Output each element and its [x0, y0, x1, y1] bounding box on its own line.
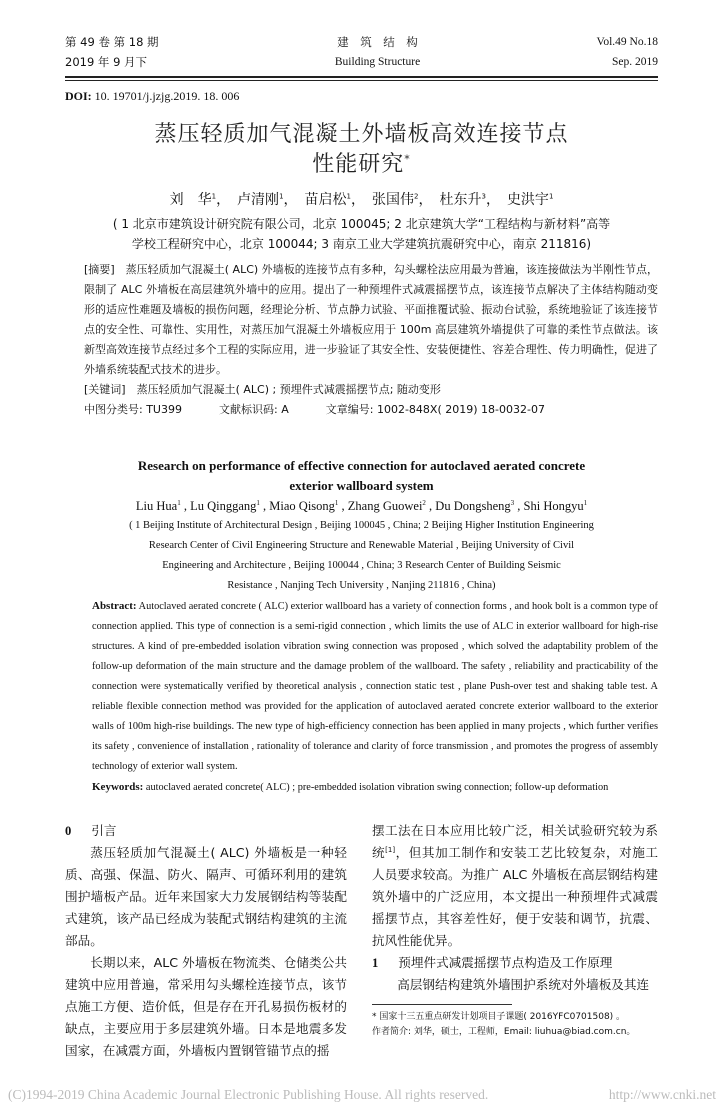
author-name: Du Dongsheng	[435, 499, 511, 514]
title-en-line2: exterior wallboard system	[289, 478, 434, 494]
author-name: Liu Hua	[135, 499, 178, 514]
author: Liu Hua$^1$ ,	[135, 499, 191, 514]
doc-code-value: A	[277, 403, 289, 417]
title-zh-line1: 蒸压轻质加气混凝土外墙板高效连接节点	[154, 122, 569, 148]
authors-zh	[65, 190, 658, 210]
journal-name-zh: 建 筑 结 构	[337, 35, 418, 49]
author-name: 史洪宇	[506, 192, 549, 209]
title-en	[65, 456, 658, 496]
article-number-value: 1002-848X( 2019) 18-0032-07	[373, 403, 545, 417]
clc-label: 中图分类号:	[84, 403, 143, 417]
keywords-zh-label: [关键词]	[84, 383, 126, 397]
author-affiliation-mark: 2	[414, 192, 419, 201]
paragraph-text: ，但其加工制作和安装工艺比较复杂，对施工人员要求较高。为推广 ALC 外墙板在高层钢结构建筑外墙中的广泛应用，本文提出一种预埋件式减震摇摆节点，其容差性好，便于安装和调节，抗震、抗风性能优异。	[372, 845, 659, 949]
author	[524, 499, 588, 513]
author: 卢清刚$^1$，	[237, 192, 305, 209]
author: Lu Qinggang$^1$ ,	[190, 499, 270, 514]
doc-code-label: 文献标识码:	[218, 403, 278, 417]
doi[interactable]	[65, 88, 658, 104]
funding-note: * 国家十三五重点研发计划项目子课题( 2016YFC0701508) 。	[372, 1012, 626, 1023]
author-name: Lu Qinggang	[190, 499, 257, 514]
header-journal	[335, 34, 420, 70]
abstract-zh-text: 蒸压轻质加气混凝土( ALC) 外墙板的连接节点有多种，勾头螺栓法应用最为普遍，该连接做法为半刚性节点，限制了 ALC 外墙板在高层建筑外墙中的应用。提出了一种预埋件式减震摇摆节点，该连接节点解决了主体结构随动变形的适应性难题及墙板的损伤问题，经理论分析、节点静力试验、平面推覆试验、振动台试验，系统地验证了该连接节点的安全性、可靠性、实用性，对蒸压加气混凝土外墙板应用于 100m 高层建筑外墙提供了可靠的柔性节点做法。该新型高效连接节点经过多个工程的实际应用，进一步验证了其安全性、安装便捷性、容差合理性、传力明确性，促进了外墙系统装配式技术的进步。	[84, 263, 658, 377]
affiliation-en-line: Engineering and Architecture , Beijing 100044 , China; 3 Research Center of Building Seismic	[162, 560, 561, 572]
authors-en	[65, 496, 658, 516]
paragraph-text: 摆工法在日本应用比较广泛，相关试验研究较为系统	[372, 823, 658, 861]
affiliation-en-line: Research Center of Civil Engineering Structure and Renewable Material , Beijing University of Civil	[148, 540, 575, 552]
paragraph: 蒸压轻质加气混凝土( ALC) 外墙板是一种轻质、高强、保温、防火、隔声、可循环利用的建筑围护墙板产品。近年来国家大力发展钢结构等装配式建筑，该产品已经成为装配式钢结构建筑的主流部品。	[65, 845, 347, 949]
author: 杜东升$^3$，	[439, 192, 507, 209]
affiliation-zh-line: ( 1 北京市建筑设计研究院有限公司，北京 100045; 2 北京建筑大学“工程结构与新材料”高等	[112, 217, 611, 232]
author-name: 杜东升	[439, 192, 482, 209]
author-affiliation-mark: 1	[346, 192, 351, 201]
clc-value: TU399	[142, 403, 182, 417]
header-volume	[597, 34, 658, 70]
author: Miao Qisong$^1$ ,	[269, 499, 348, 514]
body-columns	[65, 820, 658, 1062]
left-column	[65, 820, 347, 1062]
issue-number: 第 49 卷 第 18 期	[65, 35, 159, 49]
author-name: 刘 华	[169, 192, 212, 209]
author-name: Zhang Guowei	[347, 499, 423, 514]
author	[507, 192, 553, 208]
abstract-zh-label: [摘要]	[84, 263, 115, 277]
author-affiliation-mark: 1	[334, 499, 339, 508]
header-rule-thin	[65, 80, 658, 81]
affiliations-en	[65, 516, 658, 596]
classification	[84, 400, 658, 420]
title-zh	[65, 120, 658, 180]
citation-ref[interactable]: [1]	[385, 846, 396, 854]
volume-date: Sep. 2019	[611, 56, 658, 68]
author-affiliation-mark: 3	[510, 499, 515, 508]
issue-date: 2019 年 9 月下	[65, 55, 148, 69]
author-affiliation-mark: 2	[422, 499, 426, 508]
section-title: 预埋件式减震摇摆节点构造及工作原理	[398, 955, 613, 971]
journal-name-en: Building Structure	[334, 56, 421, 68]
paragraph	[372, 820, 658, 952]
footnotes	[372, 1010, 658, 1040]
cnki-url[interactable]: http://www.cnki.net	[608, 1087, 716, 1103]
section-number: 0	[65, 824, 72, 839]
abstract-en	[92, 596, 658, 777]
author-affiliation-mark: 1	[177, 499, 181, 508]
header-rule	[65, 76, 658, 78]
affiliation-en-line: ( 1 Beijing Institute of Architectural Design , Beijing 100045 , China; 2 Beijing Higher Institution Engineering	[129, 520, 594, 532]
section-title: 引言	[91, 823, 117, 839]
cnki-watermark-row	[8, 1086, 716, 1104]
doi-value[interactable]: 10. 19701/j.jzjg.2019. 18. 006	[91, 89, 240, 104]
volume-number: Vol.49 No.18	[596, 36, 658, 48]
author-note: 作者简介: 刘华，硕士，工程师，Email: liuhua@biad.com.cn。	[372, 1027, 636, 1038]
affiliation-zh-line: 学校工程研究中心，北京 100044; 3 南京工业大学建筑抗震研究中心，南京 211816)	[131, 237, 592, 252]
running-header	[65, 34, 658, 70]
author: Du Dongsheng$^3$ ,	[435, 499, 524, 514]
footnote-rule	[372, 1004, 512, 1005]
cnki-watermark: (C)1994-2019 China Academic Journal Electronic Publishing House. All rights reserved.	[8, 1087, 489, 1103]
author: 刘 华$^1$，	[169, 192, 238, 209]
abstract-zh	[84, 260, 658, 380]
author-name: 张国伟	[372, 192, 414, 209]
author-name: Miao Qisong	[269, 499, 335, 514]
section-number: 1	[372, 956, 379, 971]
author-name: 卢清刚	[237, 192, 280, 209]
article-number-label: 文章编号:	[325, 403, 374, 417]
author: 张国伟$^2$，	[372, 192, 440, 209]
keywords-en-label: Keywords:	[92, 781, 144, 794]
title-zh-line2: 性能研究	[312, 152, 405, 178]
author-name: 苗启松	[304, 192, 347, 209]
section-1-heading	[372, 952, 658, 974]
header-issue	[65, 34, 159, 70]
title-en-line1: Research on performance of effective connection for autoclaved aerated concrete	[137, 458, 586, 474]
author-affiliation-mark: 1	[583, 499, 588, 508]
paragraph: 长期以来，ALC 外墙板在物流类、仓储类公共建筑中应用普遍，常采用勾头螺栓连接节点，该节点施工方便、造价低，但是存在开孔易损伤板材的缺点，主要应用于多层建筑外墙。日本是地震多发国家，在减震方面，外墙板内置钢管锚节点的摇	[65, 955, 347, 1059]
title-footnote-mark: *	[404, 152, 411, 166]
keywords-zh	[84, 380, 658, 400]
keywords-en	[92, 777, 658, 798]
section-0-heading	[65, 820, 347, 842]
keywords-en-text: autoclaved aerated concrete( ALC) ; pre-embedded isolation vibration swing connection; follow-up deformation	[143, 782, 609, 794]
author: 苗启松$^1$，	[304, 192, 372, 209]
author-affiliation-mark: 3	[481, 192, 486, 201]
keywords-zh-text: 蒸压轻质加气混凝土( ALC) ; 预埋件式减震摇摆节点; 随动变形	[136, 383, 441, 397]
author: Zhang Guowei$^2$ ,	[347, 499, 436, 514]
paragraph: 高层钢结构建筑外墙围护系统对外墙板及其连	[397, 977, 650, 993]
abstract-en-text: Autoclaved aerated concrete ( ALC) exterior wallboard has a variety of connection forms , and hook bolt is a common type of connection applied. This type of connection is a semi-rigid connection , which limits the use of ALC in exterior wallboard for high-rise structures. A kind of pre-embedded isolation vibration swing connection was proposed , which solved the adaptability problem of the follow-up deformation of the main structure and the damage problem of the wallboard. The safety , reliability and practicability of the connection were systematically verified by theoretical analysis , connection static test , plane Push-over test and shaking table test. A reliable flexible connection method was provided for the application of autoclaved aerated concrete exterior wallboard to the exterior walls of 100m high-rise buildings. The new type of high-efficiency connection has been applied in many projects , which further verifies its safety , convenience of installation , rationality of tolerance and clarity of force transmission , and promotes the progress of assembly technology of exterior wall system.	[92, 601, 658, 773]
abstract-en-label: Abstract:	[92, 600, 137, 613]
author-affiliation-mark: 1	[548, 192, 554, 201]
author-name: Shi Hongyu	[523, 499, 584, 514]
author-affiliation-mark: 1	[211, 192, 217, 201]
doi-label: DOI:	[65, 89, 92, 104]
right-column	[372, 820, 658, 1040]
affiliation-en-line: Resistance , Nanjing Tech University , Nanjing 211816 , China)	[227, 580, 496, 592]
author-affiliation-mark: 1	[256, 499, 260, 508]
affiliations-zh	[65, 214, 658, 254]
author-affiliation-mark: 1	[279, 192, 284, 201]
